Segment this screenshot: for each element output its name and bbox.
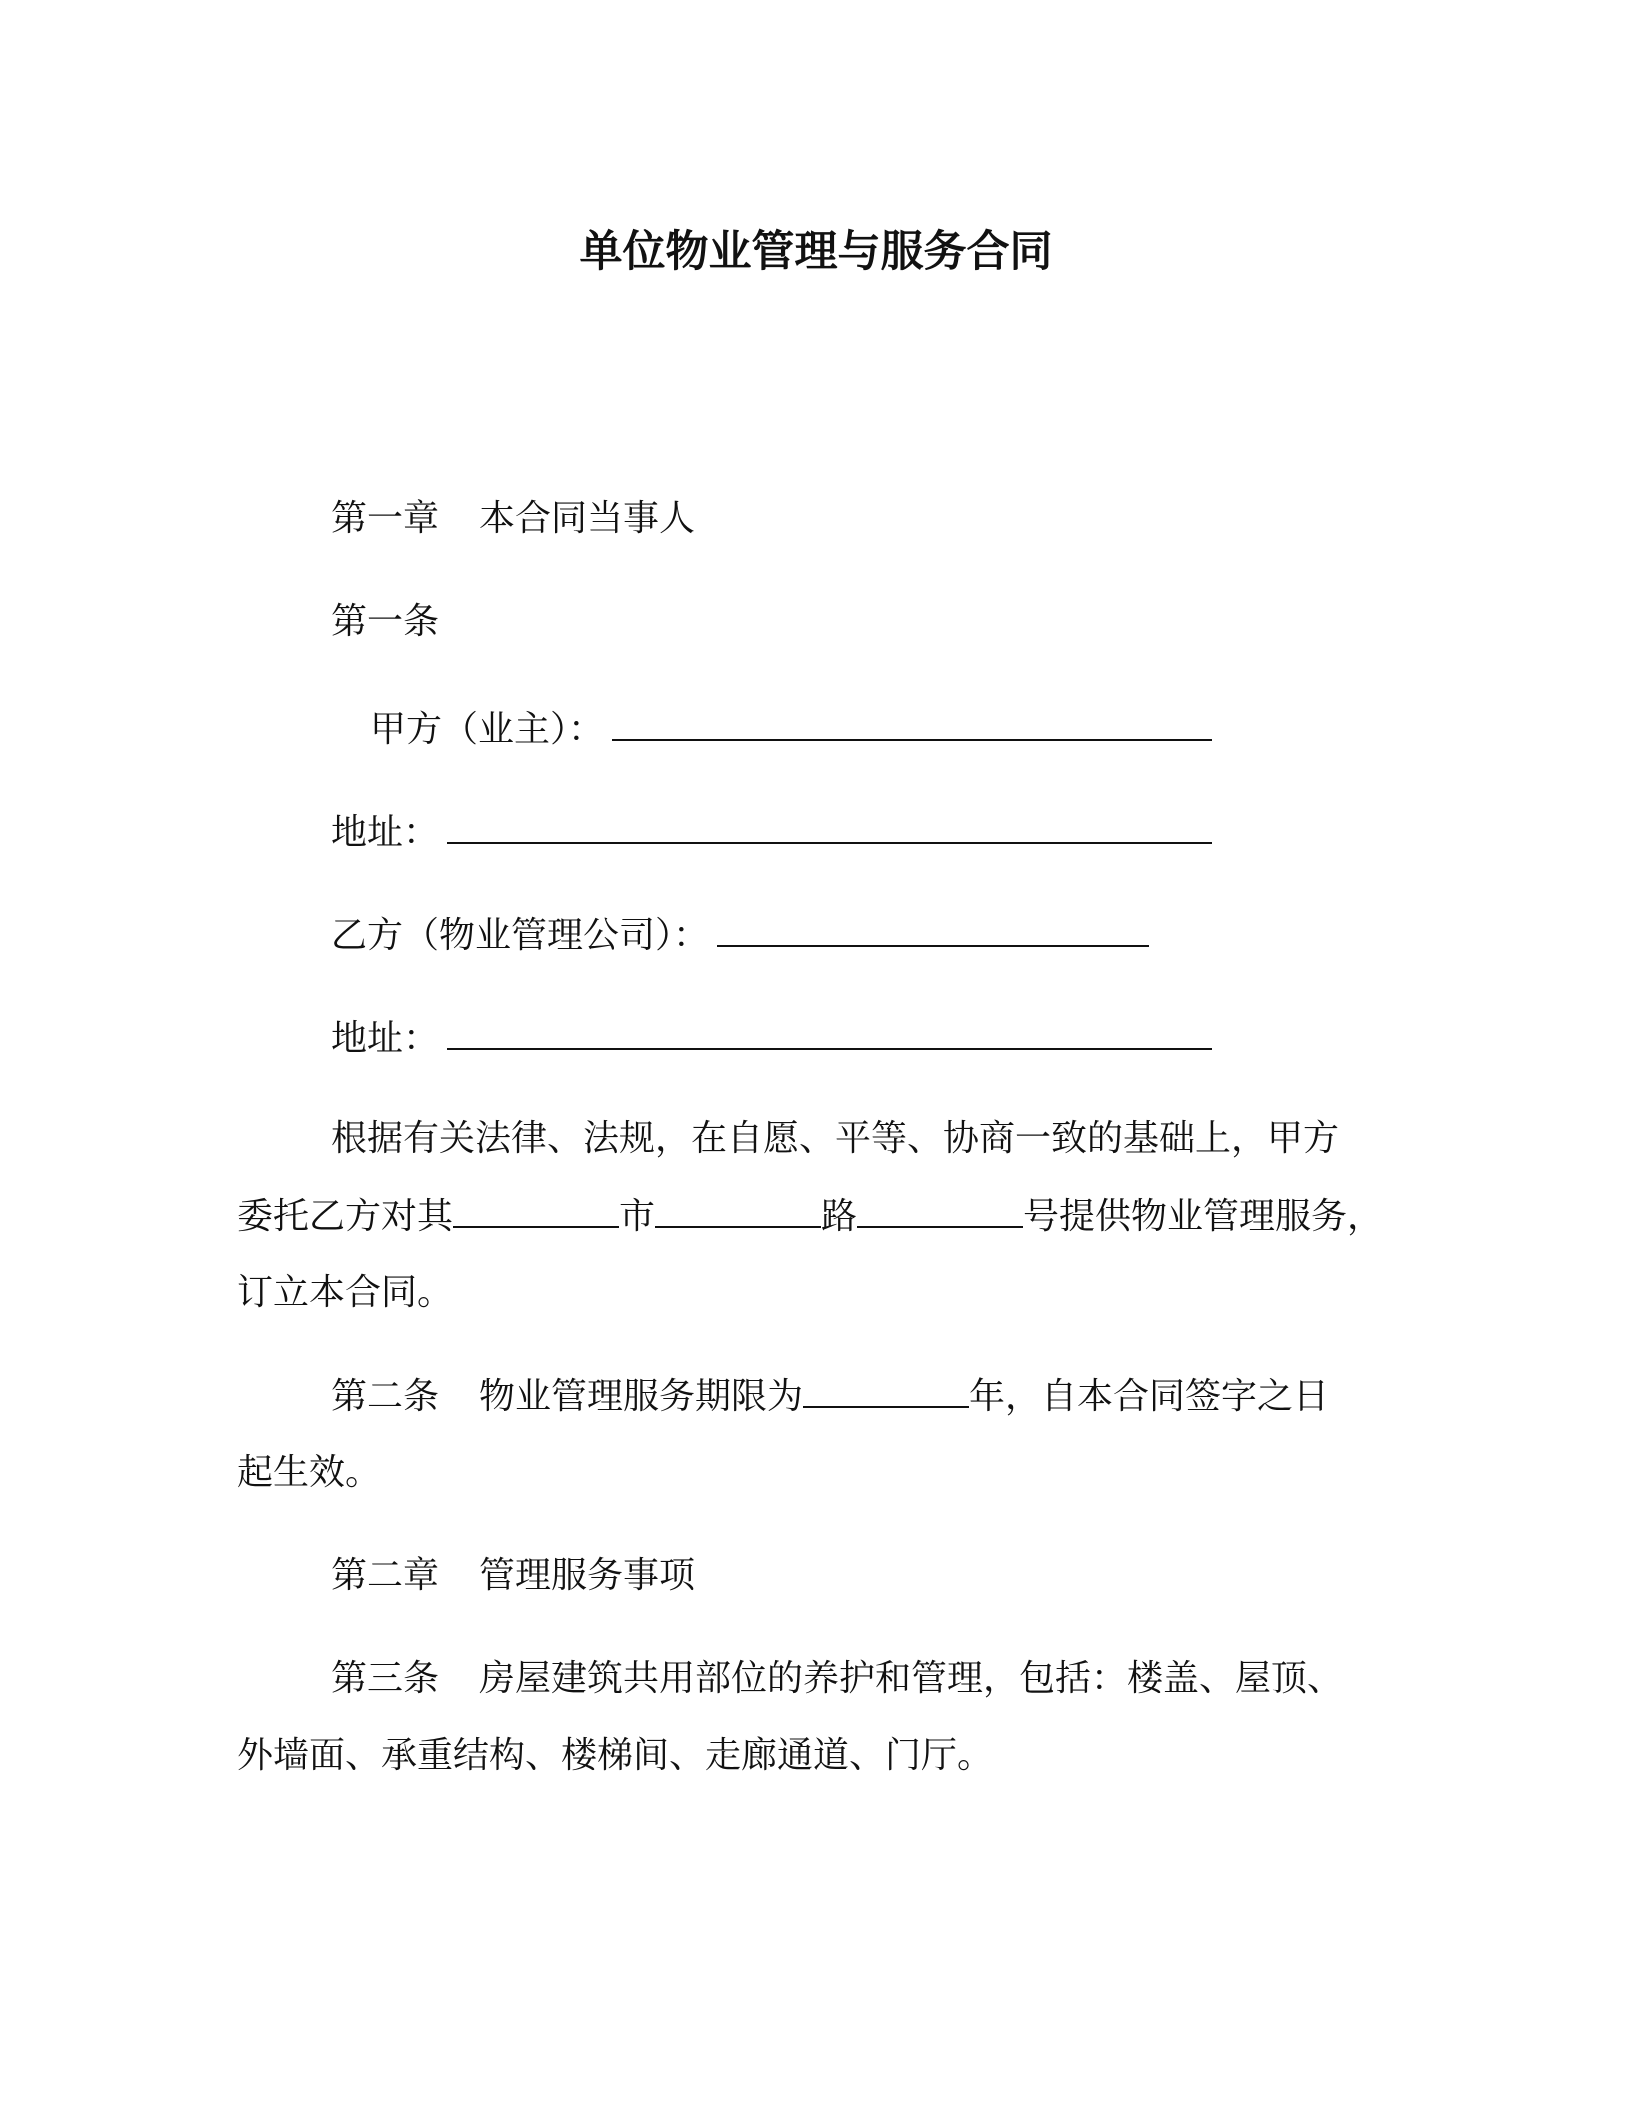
article-3-line-1 xyxy=(331,1653,1343,1705)
city-blank[interactable] xyxy=(453,1190,619,1228)
party-b-line xyxy=(331,909,1149,962)
article-2-text-a: 物业管理服务期限为 xyxy=(479,1376,804,1417)
article-3-line-2: 外墙面、承重结构、楼梯间、走廊通道、门厅。 xyxy=(237,1735,994,1776)
basis-text-a: 委托乙方对其 xyxy=(237,1196,454,1237)
party-b-address-label: 地址： xyxy=(331,1018,440,1059)
basis-text-number: 号提供物业管理服务， xyxy=(1023,1196,1384,1237)
party-b-address-blank[interactable] xyxy=(447,1012,1212,1050)
article-1-number: 第一条 xyxy=(331,601,440,642)
article-2-line-1 xyxy=(331,1370,1329,1423)
party-b-blank[interactable] xyxy=(717,909,1149,947)
party-a-label: 甲方（业主）： xyxy=(370,709,605,750)
basis-paragraph-line-1: 根据有关法律、法规，在自愿、平等、协商一致的基础上，甲方 xyxy=(331,1118,1340,1159)
basis-text-road: 路 xyxy=(821,1196,858,1237)
chapter-2-title: 管理服务事项 xyxy=(479,1555,696,1596)
chapter-1-title: 本合同当事人 xyxy=(479,498,696,539)
term-years-blank[interactable] xyxy=(803,1370,969,1408)
article-2-number: 第二条 xyxy=(331,1376,440,1417)
basis-paragraph-line-2 xyxy=(237,1190,1383,1243)
party-a-address-blank[interactable] xyxy=(447,806,1212,844)
road-blank[interactable] xyxy=(655,1190,821,1228)
party-a-address-label: 地址： xyxy=(331,812,440,853)
chapter-1-heading xyxy=(331,493,695,545)
party-a-line xyxy=(370,703,1212,756)
number-blank[interactable] xyxy=(857,1190,1023,1228)
party-b-label: 乙方（物业管理公司）： xyxy=(331,915,710,956)
chapter-2-number: 第二章 xyxy=(331,1555,440,1596)
document-title: 单位物业管理与服务合同 xyxy=(579,227,1053,277)
party-b-address-line xyxy=(331,1012,1212,1065)
article-3-number: 第三条 xyxy=(331,1658,440,1699)
article-2-text-b: 年，自本合同签字之日 xyxy=(969,1376,1330,1417)
article-2-line-2: 起生效。 xyxy=(237,1452,382,1493)
article-3-text: 房屋建筑共用部位的养护和管理，包括：楼盖、屋顶、 xyxy=(479,1658,1344,1699)
party-a-blank[interactable] xyxy=(612,703,1212,741)
chapter-2-heading xyxy=(331,1550,695,1602)
party-a-address-line xyxy=(331,806,1212,859)
chapter-1-number: 第一章 xyxy=(331,498,440,539)
basis-text-city: 市 xyxy=(619,1196,656,1237)
basis-paragraph-line-3: 订立本合同。 xyxy=(237,1272,454,1313)
